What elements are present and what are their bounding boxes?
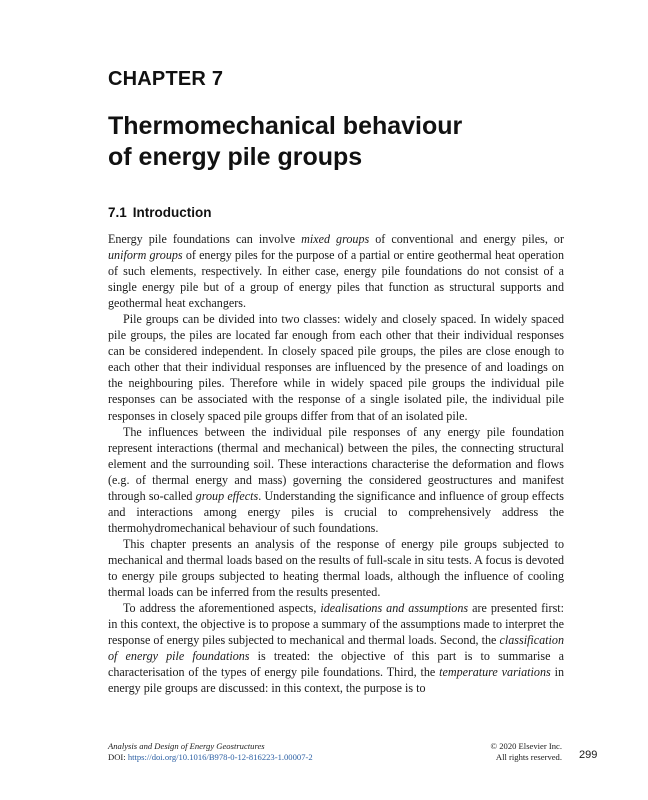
text-run: are presented first: in this context, the objective is to propose a summary of the assumptions made to interpret the response of energy piles subjected to mechanical and thermal loads. Second, the	[108, 601, 564, 648]
footer-book-title: Analysis and Design of Energy Geostructures	[108, 741, 265, 751]
footer-citation	[108, 741, 313, 763]
text-run: is treated: the objective of this part is to summarise a characterisation of the types of energy pile foundations. Third, the	[108, 649, 564, 680]
copyright-text: © 2020 Elsevier Inc.	[490, 741, 562, 751]
body-text	[108, 231, 564, 696]
emphasis-group-effects: group effects	[195, 488, 259, 503]
paragraph-1	[108, 231, 564, 311]
doi-link[interactable]: https://doi.org/10.1016/B978-0-12-816223-1.00007-2	[127, 752, 313, 762]
text-run: of conventional and energy piles, or	[369, 232, 564, 246]
text-run: To address the aforementioned aspects,	[123, 601, 321, 616]
chapter-label: CHAPTER 7	[108, 68, 224, 90]
text-run: . Understanding the significance and influence of group effects and interactions among energy piles is crucial to comprehensively address the thermohydromechanical behaviour of such foundations.	[108, 488, 564, 535]
rights-text: All rights reserved.	[495, 752, 562, 762]
text-run: Energy pile foundations can involve	[108, 232, 302, 246]
section-number: 7.1	[108, 205, 127, 220]
emphasis-mixed-groups: mixed groups	[301, 232, 370, 246]
emphasis-classification: classification of energy pile foundations	[108, 633, 564, 664]
text-run: in energy pile groups are discussed: in this context, the purpose is to	[108, 665, 564, 696]
paragraph-3	[108, 424, 564, 536]
footer-copyright	[470, 741, 562, 763]
paragraph-2: Pile groups can be divided into two classes: widely and closely spaced. In widely spaced pile groups, the piles are located far enough from each other that their individual responses can be considered independent. In closely spaced pile groups, the piles are close enough to each other that their individual responses are influenced by the presence of and loadings on the neighbouring piles. Therefore while in widely spaced pile groups the individual pile responses can be associated with the response of a single isolated pile, the individual pile responses in closely spaced pile groups differ from that of an isolated pile.	[108, 312, 564, 423]
chapter-title-line-2: of energy pile groups	[108, 143, 363, 171]
section-title: Introduction	[132, 205, 212, 220]
paragraph-4: This chapter presents an analysis of the response of energy pile groups subjected to mechanical and thermal loads based on the results of full-scale in situ tests. A focus is devoted to energy pile groups subjected to heating thermal loads, although the influence of cooling thermal loads can be inferred from the results presented.	[108, 536, 564, 600]
footer-doi-label: DOI:	[108, 752, 128, 762]
text-run: The influences between the individual pile responses of any energy pile foundation represent interactions (thermal and mechanical) between the piles, the connecting structural element and the surrounding soil. These interactions characterise the deformation and flows (e.g. of thermal energy and mass) governing the considered geostructures and manifest through so-called	[108, 424, 564, 503]
chapter-title	[108, 111, 548, 173]
emphasis-idealisations: idealisations and assumptions	[320, 601, 469, 616]
text-run: of energy piles for the purpose of a partial or entire geothermal heat operation of such elements, respectively. In either case, energy pile foundations do not consist of a single energy pile but of a group of energy piles that function as structural supports and geothermal heat exchangers.	[108, 248, 564, 311]
emphasis-temperature-variations: temperature variations	[439, 665, 551, 680]
emphasis-uniform-groups: uniform groups	[108, 248, 183, 263]
paragraph-5	[108, 600, 564, 696]
section-heading	[108, 205, 212, 220]
chapter-title-line-1: Thermomechanical behaviour	[108, 112, 463, 140]
page-number: 299	[579, 749, 598, 761]
